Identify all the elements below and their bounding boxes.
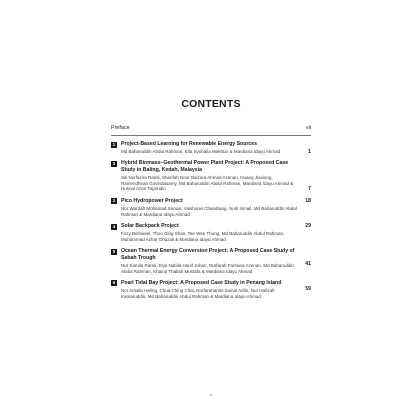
chapter-authors: Nor Wardah Mohamad Senusi, Vaishnavi Chandrang, Norli Ismail, Md Baharuddin Abdul Rahman & Mardiana Idayu Ahmad: [121, 205, 297, 217]
chapter-number-badge: 3: [112, 198, 116, 204]
toc-sheet: [111, 0, 311, 420]
preface-label: Preface: [111, 125, 130, 131]
chapter-number-badge: 4: [112, 223, 116, 229]
chapter-title: Pearl Tidal Bay Project: A Proposed Case Study in Penang Island: [121, 279, 282, 286]
chapter-page-number: 7: [308, 186, 311, 193]
toc-entry-4[interactable]: [111, 223, 311, 243]
toc-entry-5[interactable]: [111, 248, 311, 274]
toc-entry-1[interactable]: [111, 141, 311, 155]
chapter-page-number: 29: [305, 223, 311, 230]
chapter-page-number: 18: [305, 197, 311, 204]
toc-entry-2[interactable]: [111, 160, 311, 192]
chapter-title: Pico Hydropower Project: [121, 197, 183, 204]
divider: [111, 135, 311, 136]
toc-entry-6[interactable]: [111, 280, 311, 300]
preface-page-number: vii: [305, 125, 311, 131]
chapter-authors: Siti Norfazira Ramli, Sharifah Noor Baizura Ahmad Azenan, Huang Jiaxiong, Ramendhiran Govindasamy, Md Baharuddin Abdul Rahman, Mardiana Idayu Ahmad & Husnul Azan Tajarudin: [121, 174, 294, 192]
toc-entries: [111, 141, 311, 305]
chapter-title: Ocean Thermal Energy Conversion Project: A Proposed Case Study of Sabah Trough: [121, 248, 295, 261]
chapter-number-badge: 2: [112, 160, 116, 166]
page-title: CONTENTS: [181, 98, 241, 110]
chapter-title: Project-Based Learning for Renewable Energy Sources: [121, 141, 258, 147]
chapter-authors: Nur Kamila Ramli, Elya Nabila Hanif Johari, Nurfarah Farhana Azenan, Md Baharuddin Abdul Rahman, Khairul Thallah Mustafa & Mardiana Idayu Ahmad: [121, 262, 294, 274]
chapter-number-badge: 6: [112, 280, 116, 286]
chapter-page-number: 59: [305, 285, 311, 292]
chapter-authors: Nor Amalin Heling, Chua Ching Chai, Norfarahanim Zainal Arifin, Nur Hafizah Kamaruddin, Md Baharuddin Abdul Rahman & Mardiana Idayu Ahmad: [121, 287, 275, 299]
chapter-authors: Md Baharuddin Abdul Rahman, Ella Syuhaila Mokhtar & Mardiana Idayu Ahmad: [121, 148, 281, 154]
chapter-number-badge: 1: [112, 141, 116, 147]
chapter-page-number: 1: [308, 149, 311, 155]
chapter-page-number: 41: [305, 261, 311, 268]
toc-preface-row[interactable]: [111, 125, 311, 135]
chapter-title: Solar Backpack Project: [121, 223, 179, 230]
page-folio: v: [210, 392, 212, 397]
chapter-number-badge: 5: [112, 248, 116, 254]
chapter-authors: Fozy Binhweel, Thoo Ding Shan, Tee Wee Thong, Md Baharuddin Abdul Rahman, Muhammad Azhar Ghazali & Mardiana Idayu Ahmad: [121, 230, 285, 242]
toc-entry-3[interactable]: [111, 198, 311, 218]
chapter-title: Hybrid Biomass–Geothermal Power Plant Project: A Proposed Case Study in Baling, Kedah, Malaysia: [121, 160, 289, 173]
